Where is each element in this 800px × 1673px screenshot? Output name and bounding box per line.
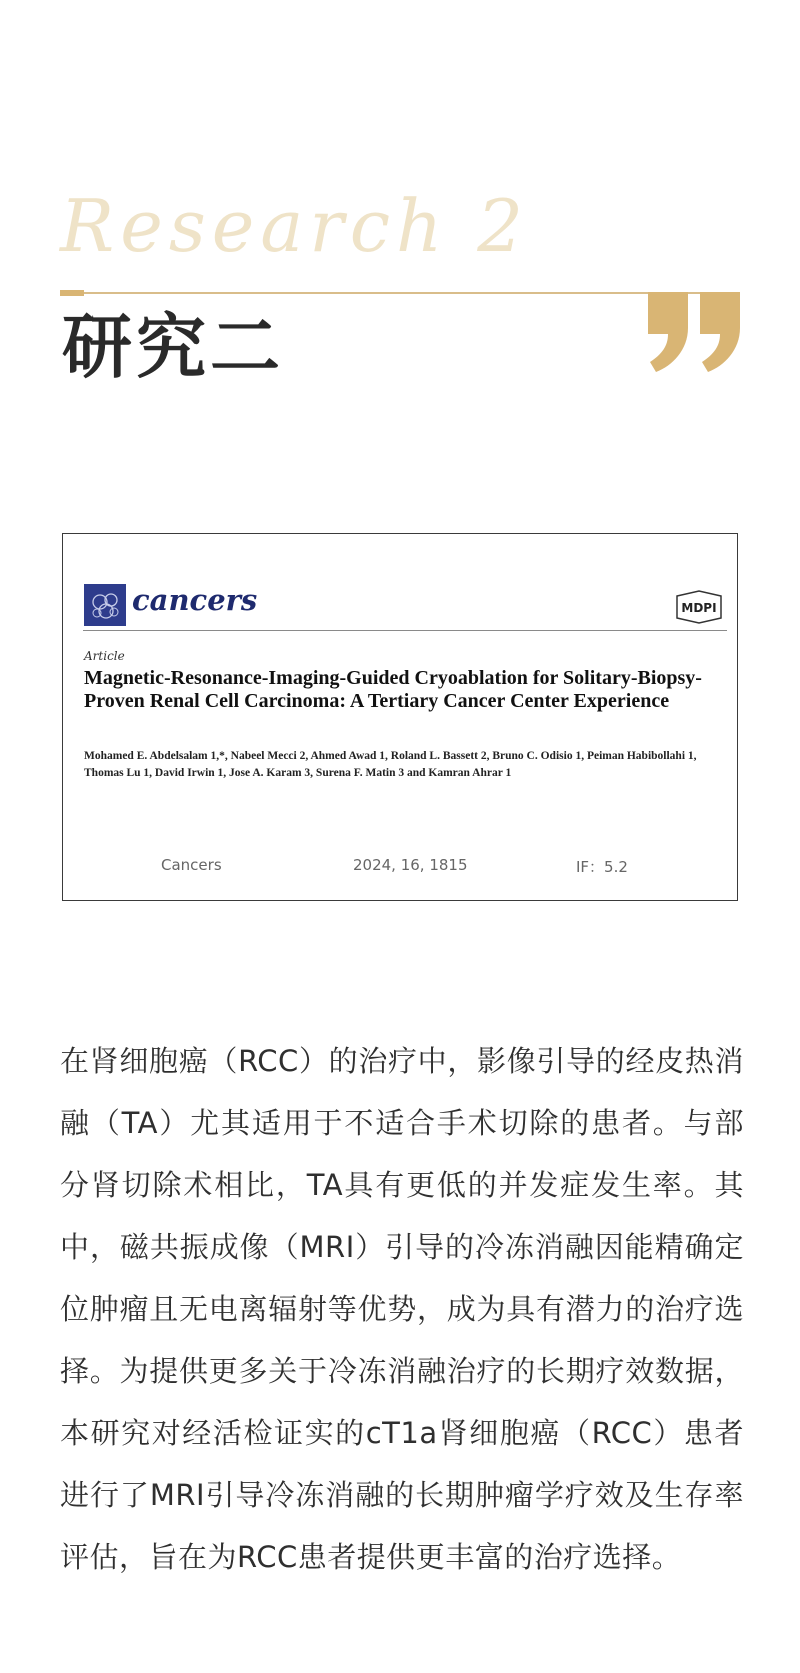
meta-journal: Cancers [161,856,222,874]
script-title: Research 2 [60,184,530,268]
body-paragraph: 在肾细胞癌（RCC）的治疗中，影像引导的经皮热消融（TA）尤其适用于不适合手术切除的患者。与部分肾切除术相比，TA具有更低的并发症发生率。其中，磁共振成像（MRI）引导的冷冻消融因能精确定位肿瘤且无电离辐射等优势，成为具有潜力的治疗选择。为提供更多关于冷冻消融治疗的长期疗效数据，本研究对经活检证实的cT1a肾细胞癌（RCC）患者进行了MRI引导冷冻消融的长期肿瘤学疗效及生存率评估，旨在为RCC患者提供更丰富的治疗选择。 [60,1044,744,1574]
mdpi-logo-icon [671,590,727,624]
meta-citation: 2024, 16, 1815 [353,856,468,874]
article-type: Article [84,649,125,663]
paper-card[interactable] [62,533,738,901]
meta-impact-factor: IF：5.2 [576,858,628,876]
author-list: Mohamed E. Abdelsalam 1,*, Nabeel Mecci 2, Ahmed Awad 1, Roland L. Bassett 2, Bruno C. Odisio 1, Peiman Habibollahi 1, Thomas Lu 1, David Irwin 1, Jose A. Karam 3, Surena F. Matin 3 and Kamran Ahrar 1 [84,750,697,779]
journal-logo-icon [84,584,126,626]
closing-quote-icon [648,292,742,372]
section-title: 研究二 [62,305,284,388]
card-divider [83,630,727,631]
header-accent-tab [60,290,84,296]
paper-meta [63,856,737,876]
header-divider [60,292,740,294]
journal-name: cancers [132,583,258,617]
publisher-name: MDPI [681,601,717,615]
article-title: Magnetic-Resonance-Imaging-Guided Cryoablation for Solitary-Biopsy-Proven Renal Cell Carcinoma: A Tertiary Cancer Center Experience [84,667,702,712]
